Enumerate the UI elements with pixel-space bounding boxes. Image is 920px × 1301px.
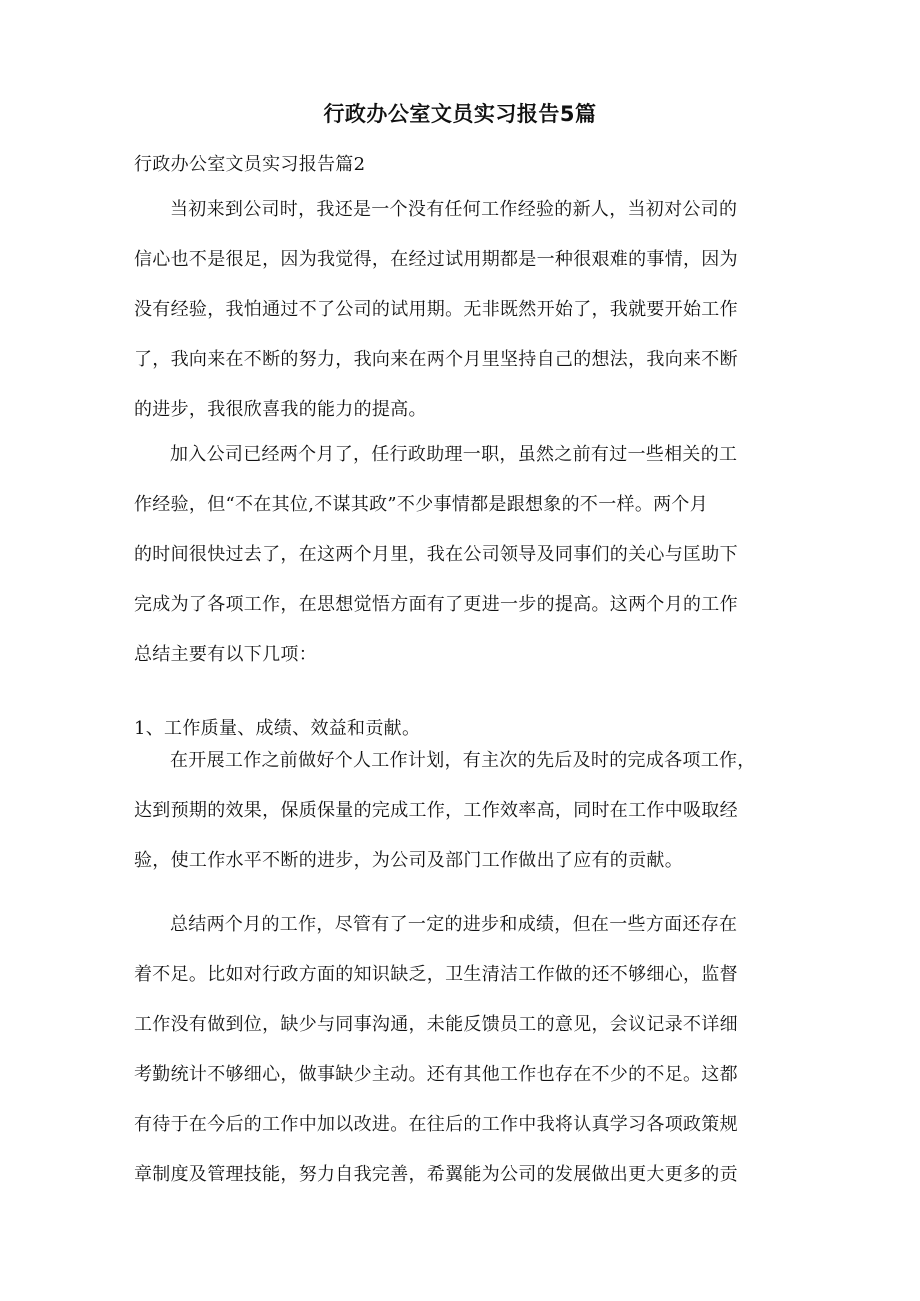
- paragraph-line: 有待于在今后的工作中加以改进。在往后的工作中我将认真学习各项政策规: [134, 1114, 738, 1135]
- paragraph-line: 作经验，但“不在其位,不谋其政”不少事情都是跟想象的不一样。两个月: [134, 494, 709, 515]
- paragraph-line: 在开展工作之前做好个人工作计划，有主次的先后及时的完成各项工作，: [170, 750, 756, 771]
- paragraph-line: 加入公司已经两个月了，任行政助理一职，虽然之前有过一些相关的工: [170, 444, 738, 465]
- paragraph-1: [134, 185, 804, 435]
- paragraph-line: 考勤统计不够细心，做事缺少主动。还有其他工作也存在不少的不足。这都: [134, 1064, 738, 1085]
- paragraph-line: 完成为了各项工作，在思想觉悟方面有了更进一步的提高。这两个月的工作: [134, 594, 738, 615]
- paragraph-line: 着不足。比如对行政方面的知识缺乏，卫生清洁工作做的还不够细心，监督: [134, 964, 738, 985]
- paragraph-line: 总结主要有以下几项：: [134, 644, 317, 665]
- document-title: 行政办公室文员实习报告5篇: [323, 102, 597, 126]
- paragraph-line: 达到预期的效果，保质保量的完成工作，工作效率高，同时在工作中吸取经: [134, 800, 738, 821]
- paragraph-4: [134, 900, 804, 1200]
- paragraph-3: [134, 736, 804, 886]
- paragraph-2: [134, 430, 804, 680]
- section-heading-1: 1、工作质量、成绩、效益和贡献。: [134, 718, 421, 739]
- paragraph-line: 没有经验，我怕通过不了公司的试用期。无非既然开始了，我就要开始工作: [134, 299, 738, 320]
- paragraph-line: 工作没有做到位，缺少与同事沟通，未能反馈员工的意见，会议记录不详细: [134, 1014, 738, 1035]
- paragraph-line: 的时间很快过去了，在这两个月里，我在公司领导及同事们的关心与匡助下: [134, 544, 738, 565]
- paragraph-line: 当初来到公司时，我还是一个没有任何工作经验的新人，当初对公司的: [170, 199, 738, 220]
- paragraph-line: 验，使工作水平不断的进步，为公司及部门工作做出了应有的贡献。: [134, 850, 683, 871]
- paragraph-line: 了，我向来在不断的努力，我向来在两个月里坚持自己的想法，我向来不断: [134, 349, 738, 370]
- document-subtitle: 行政办公室文员实习报告篇2: [134, 154, 366, 175]
- paragraph-line: 的进步，我很欣喜我的能力的提高。: [134, 399, 427, 420]
- paragraph-line: 总结两个月的工作，尽管有了一定的进步和成绩，但在一些方面还存在: [170, 914, 738, 935]
- paragraph-line: 章制度及管理技能，努力自我完善，希翼能为公司的发展做出更大更多的贡: [134, 1164, 738, 1185]
- paragraph-line: 信心也不是很足，因为我觉得，在经过试用期都是一种很艰难的事情，因为: [134, 249, 738, 270]
